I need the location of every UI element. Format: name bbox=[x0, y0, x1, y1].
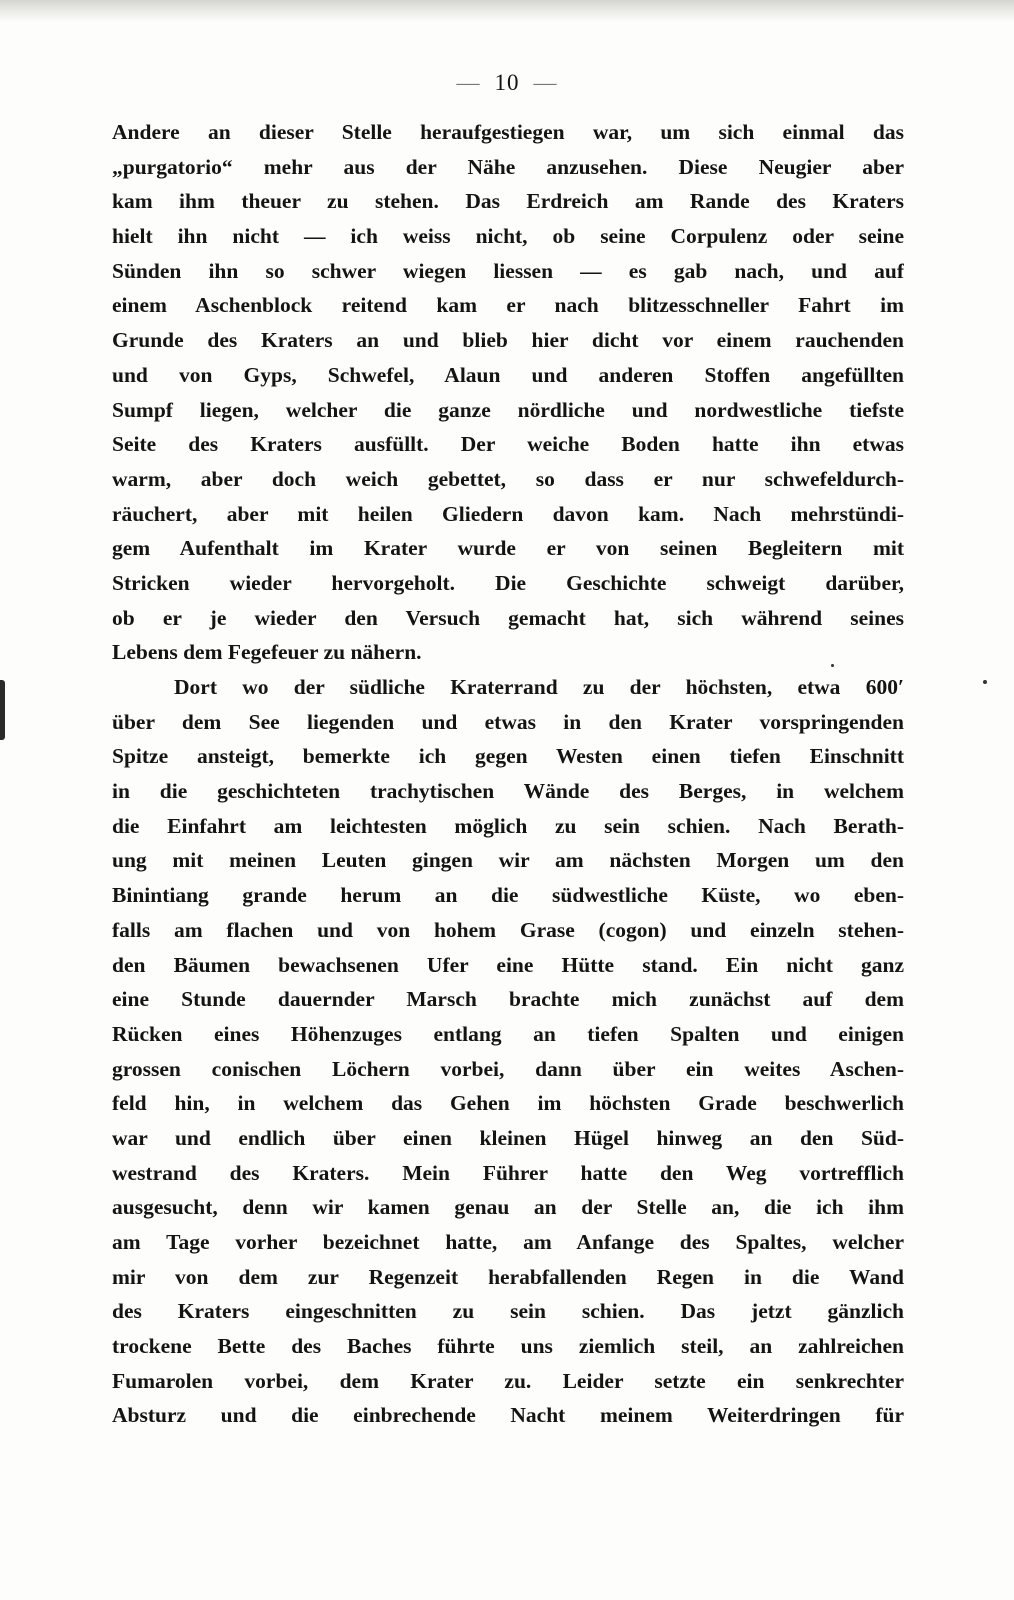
text-line: grossen conischen Löchern vorbei, dann über ein weites Aschen- bbox=[112, 1056, 904, 1081]
text-line: den Bäumen bewachsenen Ufer eine Hütte stand. Ein nicht ganz bbox=[112, 952, 904, 977]
text-line: Grunde des Kraters an und blieb hier dicht vor einem rauchenden bbox=[112, 328, 904, 353]
text-line: kam ihm theuer zu stehen. Das Erdreich am Rande des Kraters bbox=[112, 189, 904, 214]
text-line: warm, aber doch weich gebettet, so dass er nur schwefeldurch- bbox=[112, 466, 904, 491]
text-line: Sumpf liegen, welcher die ganze nördliche und nordwestliche tiefste bbox=[112, 397, 904, 422]
text-line: eine Stunde dauernder Marsch brachte mich zunächst auf dem bbox=[112, 987, 904, 1012]
text-line: in die geschichteten trachytischen Wände des Berges, in welchem bbox=[112, 779, 904, 804]
scan-top-edge bbox=[0, 0, 1014, 22]
text-line: hielt ihn nicht — ich weiss nicht, ob seine Corpulenz oder seine bbox=[112, 224, 904, 249]
text-line: Andere an dieser Stelle heraufgestiegen war, um sich einmal das bbox=[112, 120, 904, 144]
scan-speck bbox=[983, 680, 987, 684]
text-line: gem Aufenthalt im Krater wurde er von seinen Begleitern mit bbox=[112, 536, 904, 561]
text-line: feld hin, in welchem das Gehen im höchsten Grade beschwerlich bbox=[112, 1091, 904, 1116]
text-line: Spitze ansteigt, bemerkte ich gegen Westen einen tiefen Einschnitt bbox=[112, 744, 904, 769]
paragraph bbox=[112, 670, 904, 1433]
text-line: Rücken eines Höhenzuges entlang an tiefen Spalten und einigen bbox=[112, 1021, 904, 1046]
text-line: Fumarolen vorbei, dem Krater zu. Leider setzte ein senkrechter bbox=[112, 1368, 904, 1393]
text-line: räuchert, aber mit heilen Gliedern davon kam. Nach mehrstündi- bbox=[112, 501, 904, 526]
text-line: falls am flachen und von hohem Grase (cogon) und einzeln stehen- bbox=[112, 917, 904, 942]
paragraph bbox=[112, 115, 904, 670]
text-line: über dem See liegenden und etwas in den Krater vorspringenden bbox=[112, 709, 904, 734]
text-line: Stricken wieder hervorgeholt. Die Geschichte schweigt darüber, bbox=[112, 570, 904, 595]
text-line: und von Gyps, Schwefel, Alaun und anderen Stoffen angefüllten bbox=[112, 362, 904, 387]
page-number-dash-left: — bbox=[456, 70, 481, 95]
text-line: ung mit meinen Leuten gingen wir am nächsten Morgen um den bbox=[112, 848, 904, 873]
text-line: Lebens dem Fegefeuer zu nähern. bbox=[112, 640, 422, 665]
text-line: die Einfahrt am leichtesten möglich zu sein schien. Nach Berath- bbox=[112, 813, 904, 838]
text-line: trockene Bette des Baches führte uns ziemlich steil, an zahlreichen bbox=[112, 1334, 904, 1359]
page-number-dash-right: — bbox=[533, 70, 558, 95]
text-line: am Tage vorher bezeichnet hatte, am Anfange des Spaltes, welcher bbox=[112, 1230, 904, 1254]
text-line: Sünden ihn so schwer wiegen liessen — es gab nach, und auf bbox=[112, 258, 904, 283]
page-number-value: 10 bbox=[494, 70, 520, 95]
body-text bbox=[112, 115, 904, 1433]
text-line: mir von dem zur Regenzeit herabfallenden Regen in die Wand bbox=[112, 1264, 904, 1289]
text-line: war und endlich über einen kleinen Hügel hinweg an den Süd- bbox=[112, 1125, 904, 1150]
text-line: ausgesucht, denn wir kamen genau an der Stelle an, die ich ihm bbox=[112, 1195, 904, 1220]
text-line: Dort wo der südliche Kraterrand zu der höchsten, etwa 600′ bbox=[174, 675, 904, 699]
text-line: „purgatorio“ mehr aus der Nähe anzusehen. Diese Neugier aber bbox=[112, 154, 904, 179]
page-number bbox=[0, 70, 1014, 96]
text-line: Binintiang grande herum an die südwestliche Küste, wo eben- bbox=[112, 883, 904, 908]
binding-mark bbox=[0, 680, 5, 740]
text-line: ob er je wieder den Versuch gemacht hat, sich während seines bbox=[112, 605, 904, 630]
text-line: Seite des Kraters ausfüllt. Der weiche Boden hatte ihn etwas bbox=[112, 432, 904, 457]
text-line: einem Aschenblock reitend kam er nach blitzesschneller Fahrt im bbox=[112, 293, 904, 318]
text-line: Absturz und die einbrechende Nacht meinem Weiterdringen für bbox=[112, 1403, 904, 1428]
text-line: westrand des Kraters. Mein Führer hatte den Weg vortrefflich bbox=[112, 1160, 904, 1185]
text-line: des Kraters eingeschnitten zu sein schien. Das jetzt gänzlich bbox=[112, 1299, 904, 1324]
